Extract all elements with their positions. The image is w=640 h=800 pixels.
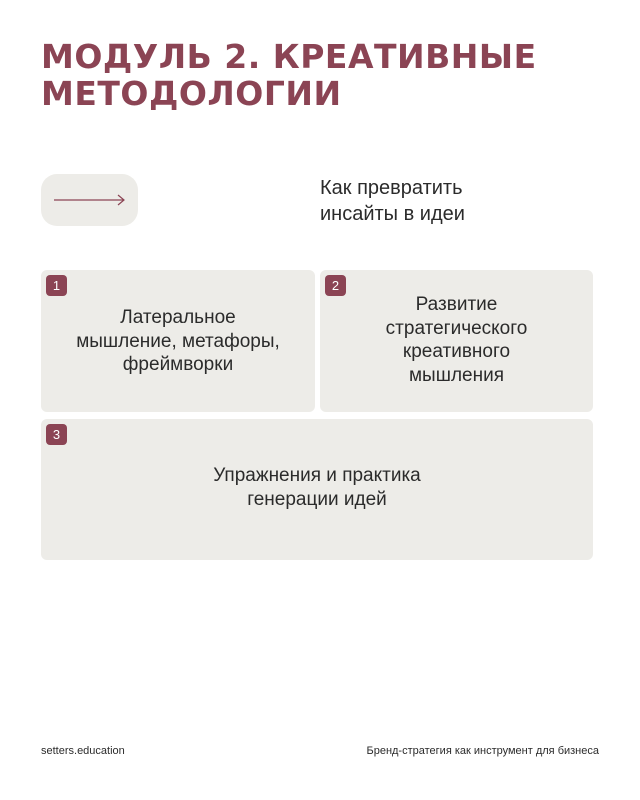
footer-site-link[interactable]: setters.education — [41, 745, 125, 757]
arrow-pill — [41, 174, 138, 226]
title-line-1: МОДУЛЬ 2. КРЕАТИВНЫЕ — [41, 37, 537, 76]
subtitle — [320, 175, 570, 227]
title-line-2: МЕТОДОЛОГИИ — [41, 74, 342, 113]
card-text-line: фреймворки — [122, 354, 234, 375]
footer-course-title: Бренд-стратегия как инструмент для бизнеса — [366, 745, 599, 757]
card-text-line: стратегического — [385, 317, 528, 339]
card-text-line: креативного — [402, 341, 511, 362]
card-text-line: мышления — [408, 364, 504, 386]
arrow-right-icon — [54, 193, 126, 207]
topic-card-2 — [320, 270, 593, 412]
card-text-line: Латеральное — [120, 307, 236, 328]
card-number-badge: 2 — [325, 275, 346, 296]
card-text-line: генерации идей — [247, 488, 387, 510]
card-number-badge: 3 — [46, 424, 67, 445]
card-text-line: мышление, метафоры, — [76, 330, 280, 352]
card-text-line: Развитие — [415, 294, 498, 315]
card-text — [41, 306, 315, 377]
card-text — [320, 293, 593, 387]
topic-card-3 — [41, 419, 593, 560]
card-text-line: Упражнения и практика — [213, 465, 421, 486]
page-title — [41, 38, 601, 112]
card-text — [41, 464, 593, 511]
subtitle-line-2: инсайты в идеи — [320, 203, 465, 225]
subtitle-line-1: Как превратить — [320, 177, 463, 199]
topic-card-1 — [41, 270, 315, 412]
card-number-badge: 1 — [46, 275, 67, 296]
